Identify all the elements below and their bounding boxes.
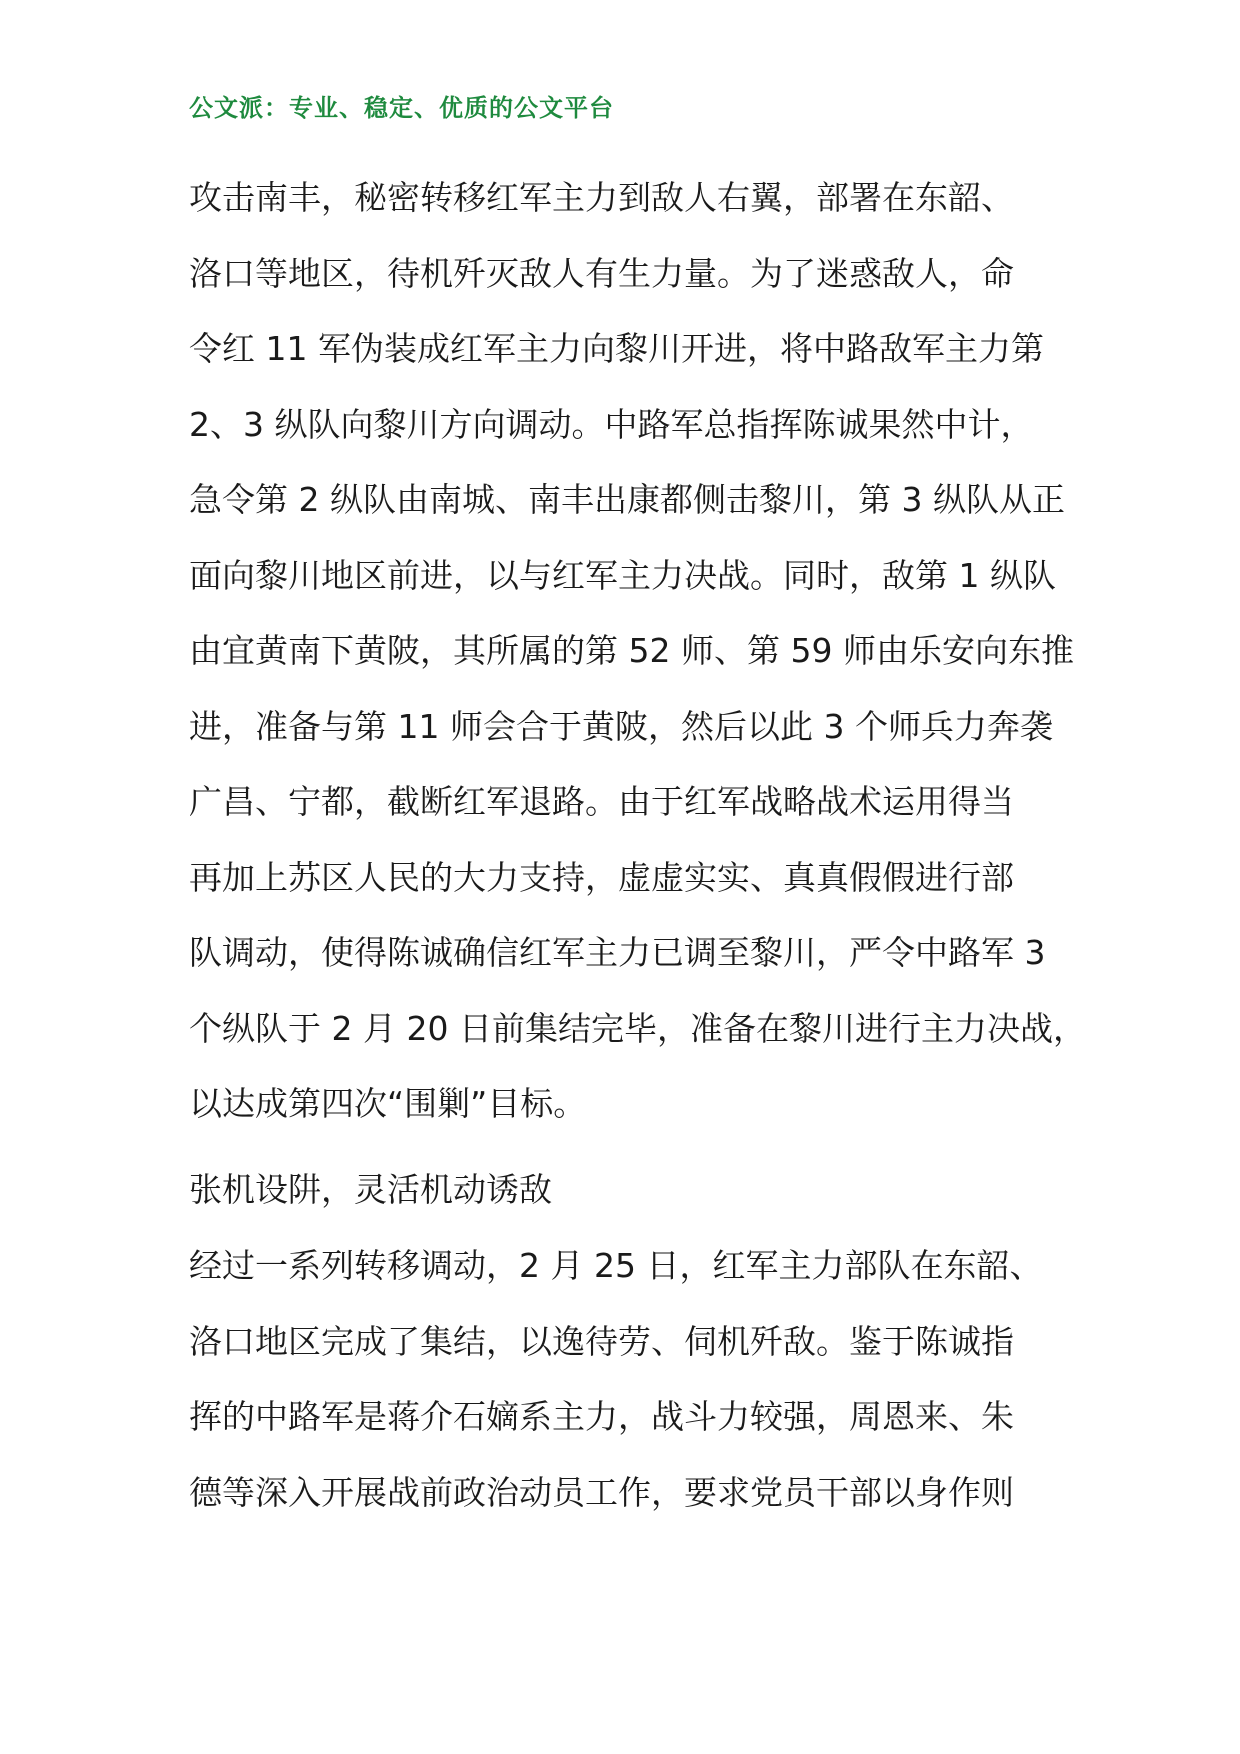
text-line: 面向黎川地区前进，以与红军主力决战。同时，敌第 1 纵队 bbox=[189, 555, 1056, 595]
text-line: 急令第 2 纵队由南城、南丰出康都侧击黎川，第 3 纵队从正 bbox=[189, 480, 1065, 519]
text-line: 由宜黄南下黄陂，其所属的第 52 师、第 59 师由乐安向东推 bbox=[189, 631, 1074, 670]
subheading-text: 张机设阱，灵活机动诱敌 bbox=[189, 1170, 552, 1209]
text-line: 挥的中路军是蒋介石嫡系主力，战斗力较强，周恩来、朱 bbox=[189, 1397, 1014, 1436]
text-line: 洛口等地区，待机歼灭敌人有生力量。为了迷惑敌人，命 bbox=[189, 253, 1014, 293]
text-line: 进，准备与第 11 师会合于黄陂，然后以此 3 个师兵力奔袭 bbox=[189, 706, 1053, 746]
paragraph-1 bbox=[189, 160, 1089, 1142]
text-line: 令红 11 军伪装成红军主力向黎川开进，将中路敌军主力第 bbox=[189, 329, 1044, 368]
text-line: 个纵队于 2 月 20 日前集结完毕，准备在黎川进行主力决战， bbox=[189, 1008, 1086, 1048]
page-header: 公文派：专业、稳定、优质的公文平台 bbox=[189, 94, 614, 122]
text-line: 经过一系列转移调动，2 月 25 日，红军主力部队在东韶、 bbox=[189, 1246, 1043, 1285]
text-line: 再加上苏区人民的大力支持，虚虚实实、真真假假进行部 bbox=[189, 857, 1014, 897]
text-line: 洛口地区完成了集结，以逸待劳、伺机歼敌。鉴于陈诚指 bbox=[189, 1321, 1014, 1361]
text-line: 队调动，使得陈诚确信红军主力已调至黎川，严令中路军 3 bbox=[189, 933, 1046, 972]
paragraph-2 bbox=[189, 1228, 1089, 1530]
text-line: 德等深入开展战前政治动员工作，要求党员干部以身作则 bbox=[189, 1472, 1014, 1512]
section-subheading bbox=[189, 1152, 1089, 1228]
text-line: 攻击南丰，秘密转移红军主力到敌人右翼，部署在东韶、 bbox=[189, 178, 1014, 217]
text-line: 2、3 纵队向黎川方向调动。中路军总指挥陈诚果然中计， bbox=[189, 404, 1034, 444]
text-line: 广昌、宁都，截断红军退路。由于红军战略战术运用得当 bbox=[189, 782, 1014, 821]
text-line: 以达成第四次“围剿”目标。 bbox=[189, 1084, 587, 1123]
